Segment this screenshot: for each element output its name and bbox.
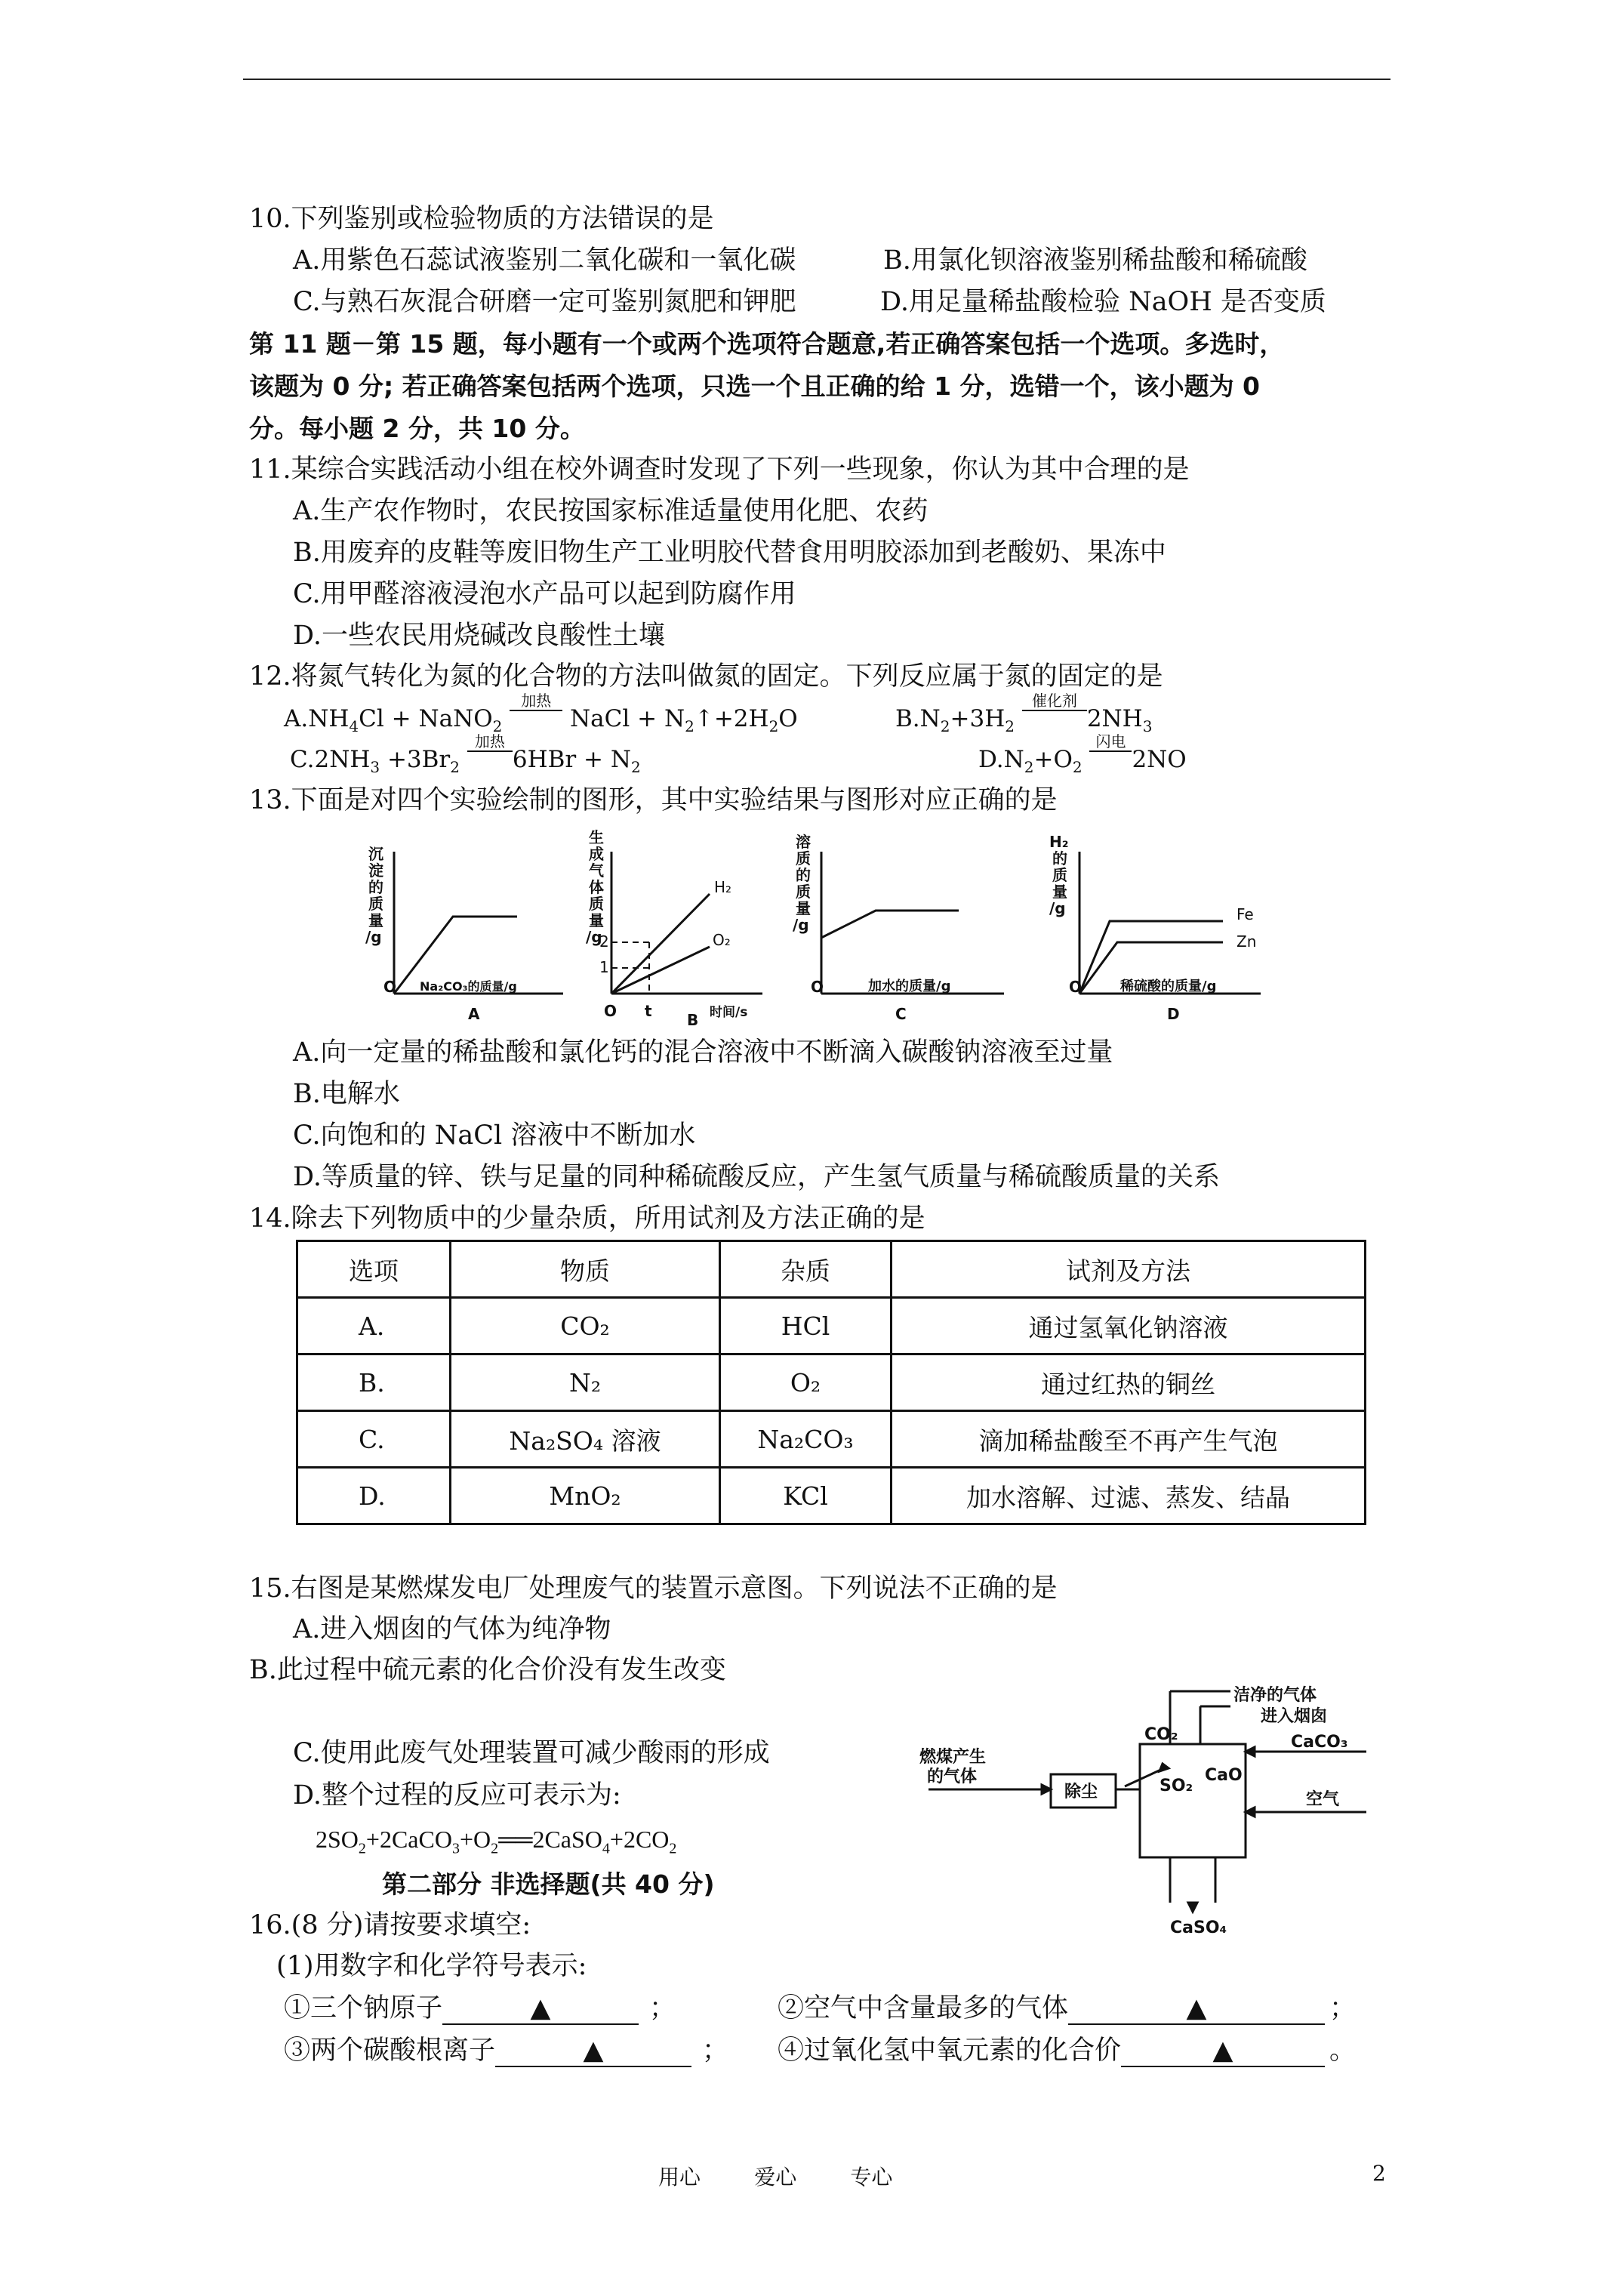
q15-diagram: [913, 1684, 1389, 1940]
graph-a-ylabel-5: 量: [368, 911, 383, 929]
graph-d-origin: O: [1069, 978, 1083, 996]
heat-condition-c: 加热: [467, 752, 513, 767]
row-b-option: B.: [297, 1354, 451, 1411]
graph-c-ylabel-2: 质: [796, 849, 811, 868]
q10-stem: 10.下列鉴别或检验物质的方法错误的是: [249, 204, 714, 234]
graph-b-o2-label: O₂: [713, 931, 731, 949]
graph-b-ylabel-6: 量: [589, 911, 604, 929]
graph-b-h2-label: H₂: [714, 878, 732, 896]
answer-blank-3[interactable]: ▲: [495, 2036, 691, 2067]
clean-gas-label: 洁净的气体: [1233, 1686, 1317, 1705]
footer-slogan: 用心 爱心 专心: [658, 2165, 893, 2190]
caco3-label: CaCO₃: [1291, 1733, 1348, 1752]
q12-option-a: $A.NH_4Cl$ + NaNO$_2$ 加热 NaCl + $N_2↑+2H_2O$: [284, 692, 798, 736]
q15-option-c: C.使用此废气处理装置可减少酸雨的形成: [293, 1738, 770, 1768]
q10-option-a: A.用紫色石蕊试液鉴别二氧化碳和一氧化碳: [293, 245, 796, 276]
row-a-option: A.: [297, 1298, 451, 1354]
graph-b: [611, 852, 762, 994]
graph-d-ylabel-2: 的: [1052, 849, 1067, 868]
q11-option-d: D.一些农民用烧碱改良酸性土壤: [293, 621, 665, 651]
graph-b-ylabel-4: 体: [589, 878, 604, 896]
header-method: 试剂及方法: [892, 1241, 1366, 1298]
graph-a-ylabel-4: 质: [368, 895, 383, 913]
graph-c-origin: O: [811, 978, 824, 996]
header-substance: 物质: [451, 1241, 720, 1298]
q13-option-a: A.向一定量的稀盐酸和氯化钙的混合溶液中不断滴入碳酸钠溶液至过量: [293, 1037, 1113, 1068]
q12-option-b: $B.N_2+3H_2$ 催化剂 $2NH_3$: [895, 692, 1153, 736]
graph-d-xlabel: 稀硫酸的质量/g: [1120, 978, 1217, 994]
graph-d: [1079, 852, 1261, 994]
row-c-method: 滴加稀盐酸至不再产生气泡: [892, 1411, 1366, 1468]
row-a-method: 通过氢氧化钠溶液: [892, 1298, 1366, 1354]
q11-option-c: C.用甲醛溶液浸泡水产品可以起到防腐作用: [293, 579, 796, 609]
q10-option-c: C.与熟石灰混合研磨一定可鉴别氮肥和钾肥: [293, 287, 796, 317]
row-b-substance: N₂: [451, 1354, 720, 1411]
dust-removal-label: 除尘: [1064, 1783, 1098, 1801]
coal-gas-label-1: 燃煤产生: [919, 1748, 987, 1767]
q16-item-3: ③两个碳酸根离子 ▲ ；: [284, 2036, 729, 2066]
q11-option-b: B.用废弃的皮鞋等废旧物生产工业明胶代替食用明胶添加到老酸奶、果冻中: [293, 538, 1166, 568]
table-row: [297, 1411, 1366, 1468]
q13-stem: 13.下面是对四个实验绘制的图形，其中实验结果与图形对应正确的是: [249, 785, 1058, 815]
q16-item-4: ④过氧化氢中氧元素的化合价 ▲ 。: [778, 2036, 1357, 2066]
row-d-option: D.: [297, 1468, 451, 1524]
row-b-impurity: O₂: [720, 1354, 892, 1411]
q16-item-1: ①三个钠原子 ▲ ；: [284, 1993, 676, 2023]
graph-b-letter: B: [687, 1011, 699, 1028]
answer-blank-1[interactable]: ▲: [442, 1993, 639, 2025]
graph-d-ylabel-1: H₂: [1049, 833, 1069, 851]
row-d-method: 加水溶解、过滤、蒸发、结晶: [892, 1468, 1366, 1524]
catalyst-condition: 催化剂: [1022, 711, 1087, 726]
q15-equation: $2SO_2+2CaCO_3+O_2══2CaSO_4+2CO_2$: [316, 1826, 677, 1857]
graph-d-fe-label: Fe: [1236, 905, 1254, 923]
row-d-impurity: KCl: [720, 1468, 892, 1524]
graph-d-ylabel-4: 量: [1052, 883, 1067, 901]
instructions-line-3: 分。每小题 2 分，共 10 分。: [249, 414, 585, 443]
q16-stem: 16.(8 分)请按要求填空:: [249, 1910, 531, 1940]
spark-condition: 闪电: [1089, 752, 1132, 767]
graph-c-ylabel-6: /g: [793, 916, 809, 934]
graph-b-ylabel-7: /g: [586, 928, 602, 946]
graph-d-ylabel-3: 质: [1052, 866, 1067, 884]
row-a-impurity: HCl: [720, 1298, 892, 1354]
q10-option-d: D.用足量稀盐酸检验 NaOH 是否变质: [880, 287, 1326, 317]
enter-chimney-label: 进入烟囱: [1261, 1707, 1328, 1726]
graph-c-letter: C: [895, 1005, 907, 1023]
row-d-substance: MnO₂: [451, 1468, 720, 1524]
row-b-method: 通过红热的铜丝: [892, 1354, 1366, 1411]
q16-item-2: ②空气中含量最多的气体 ▲ ；: [778, 1993, 1357, 2023]
graph-b-ylabel-1: 生: [589, 829, 604, 846]
instructions-line-2: 该题为 0 分; 若正确答案包括两个选项，只选一个且正确的给 1 分，选错一个，该小题为 0: [249, 371, 1261, 401]
q13-option-b: B.电解水: [293, 1079, 400, 1109]
graph-c-ylabel-1: 溶: [796, 833, 811, 851]
heat-condition: 加热: [510, 711, 562, 726]
graph-c-ylabel-4: 质: [796, 883, 811, 901]
q15-option-d: D.整个过程的反应可表示为:: [293, 1780, 621, 1811]
co2-label: CO₂: [1144, 1725, 1178, 1744]
table-header-row: [297, 1241, 1366, 1298]
table-row: [297, 1354, 1366, 1411]
header-rule: [243, 79, 1390, 80]
part2-title: 第二部分 非选择题(共 40 分): [382, 1869, 715, 1899]
q13-option-c: C.向饱和的 NaCl 溶液中不断加水: [293, 1120, 696, 1151]
graph-a-ylabel-1: 沉: [368, 845, 383, 863]
q14-table: [296, 1240, 1366, 1525]
graph-c-ylabel-3: 的: [796, 866, 811, 884]
q12-option-c: $C.2NH_3 +3Br_2$ 加热 $6HBr + N_2$: [290, 732, 641, 777]
cao-label: CaO: [1205, 1766, 1243, 1785]
q11-stem: 11.某综合实践活动小组在校外调查时发现了下列一些现象，你认为其中合理的是: [249, 455, 1190, 485]
graph-b-origin: O: [604, 1002, 617, 1020]
graph-b-ylabel-5: 质: [589, 895, 604, 913]
graph-d-ylabel-5: /g: [1049, 899, 1066, 917]
row-a-substance: CO₂: [451, 1298, 720, 1354]
graph-a-ylabel-3: 的: [368, 878, 383, 896]
graph-b-t: t: [645, 1002, 652, 1020]
coal-gas-label-2: 的气体: [927, 1767, 978, 1786]
graph-a-origin: O: [383, 978, 397, 996]
graph-b-ylabel-3: 气: [589, 861, 604, 880]
row-c-impurity: Na₂CO₃: [720, 1411, 892, 1468]
table-row: [297, 1468, 1366, 1524]
q15-option-b: B.此过程中硫元素的化合价没有发生改变: [249, 1655, 726, 1685]
graph-d-letter: D: [1167, 1005, 1180, 1023]
answer-blank-4[interactable]: ▲: [1121, 2036, 1325, 2067]
graph-a-xlabel: Na₂CO₃的质量/g: [420, 979, 517, 994]
air-label: 空气: [1306, 1790, 1340, 1809]
q13-option-d: D.等质量的锌、铁与足量的同种稀硫酸反应，产生氢气质量与稀硫酸质量的关系: [293, 1162, 1220, 1192]
graph-b-tick-2: 2: [599, 932, 609, 951]
answer-blank-2[interactable]: ▲: [1068, 1993, 1325, 2025]
graph-a: [394, 852, 563, 994]
graph-a-ylabel-6: /g: [365, 928, 382, 946]
row-c-substance: Na₂SO₄ 溶液: [451, 1411, 720, 1468]
q11-option-a: A.生产农作物时，农民按国家标准适量使用化肥、农药: [293, 496, 929, 526]
header-option: 选项: [297, 1241, 451, 1298]
q16-subtitle: (1)用数字和化学符号表示:: [276, 1951, 587, 1981]
graph-a-ylabel-2: 淀: [368, 861, 383, 880]
graph-b-ylabel-2: 成: [589, 845, 604, 863]
so2-label: SO₂: [1160, 1777, 1193, 1795]
q15-stem: 15.右图是某燃煤发电厂处理废气的装置示意图。下列说法不正确的是: [249, 1573, 1058, 1604]
graph-c-xlabel: 加水的质量/g: [868, 978, 951, 994]
header-impurity: 杂质: [720, 1241, 892, 1298]
graph-c: [821, 852, 1004, 994]
q15-option-a: A.进入烟囱的气体为纯净物: [293, 1614, 611, 1644]
page-number: 2: [1372, 2161, 1386, 2186]
graph-b-tick-1: 1: [599, 958, 609, 976]
graph-a-letter: A: [468, 1005, 480, 1023]
graph-d-zn-label: Zn: [1236, 932, 1257, 951]
caso4-label: CaSO₄: [1170, 1918, 1227, 1937]
q12-stem: 12.将氮气转化为氮的化合物的方法叫做氮的固定。下列反应属于氮的固定的是: [249, 661, 1163, 692]
graph-c-ylabel-5: 量: [796, 899, 811, 917]
table-row: [297, 1298, 1366, 1354]
q10-option-b: B.用氯化钡溶液鉴别稀盐酸和稀硫酸: [883, 245, 1307, 276]
instructions-line-1: 第 11 题－第 15 题，每小题有一个或两个选项符合题意,若正确答案包括一个选项。多选时，: [249, 329, 1285, 359]
q14-stem: 14.除去下列物质中的少量杂质，所用试剂及方法正确的是: [249, 1203, 925, 1234]
graph-b-xlabel: 时间/s: [710, 1005, 748, 1020]
q12-option-d: $D.N_2+O_2$ 闪电 2NO: [978, 732, 1187, 777]
q13-graphs: [355, 829, 1306, 1028]
row-c-option: C.: [297, 1411, 451, 1468]
